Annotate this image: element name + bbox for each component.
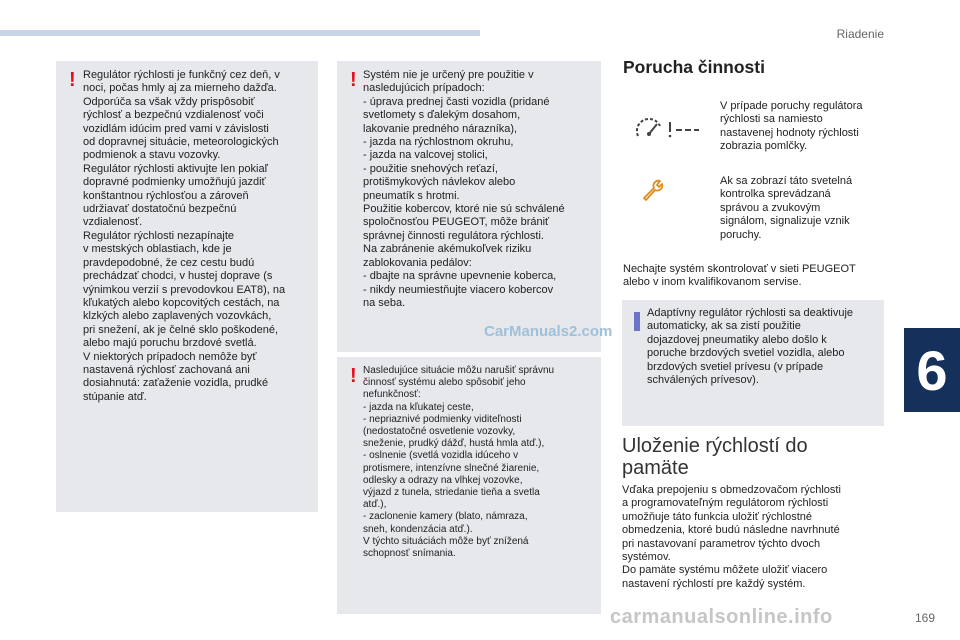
exclamation-icon: ! (350, 365, 357, 387)
warning-text-2: Systém nie je určený pre použitie v nasledujúcich prípadoch: - úprava prednej časti vozidla (pridané svetlomety s ďalekým dosahom, lakovanie predného nárazníka), - jazda na rýchlostnom okruhu, - jazda na valcovej stolici, - použitie snehových reťazí, protišmykových návlekov alebo pneumatík s hrotmi. Použitie kobercov, ktoré nie sú schválené spoločnosťou PEUGEOT, môže brániť správnej činnosti regulátora rýchlosti. Na zabránenie akémukoľvek riziku zablokovania pedálov: - dbajte na správne upevnenie koberca, - nikdy neumiestňujte viacero kobercov na seba. (363, 69, 565, 309)
header-bar (0, 30, 480, 36)
warning-text-1: Regulátor rýchlosti je funkčný cez deň, v noci, počas hmly aj za mierneho dažďa. Odporúča sa však vždy prispôsobiť rýchlosť a bezpečnú vzdialenosť voči vozidlám idúcim pred vami v závislosti od dopravnej situácie, meteorologických podmienok a stavu vozovky. Regulátor rýchlosti aktivujte len pokiaľ dopravné podmienky umožňujú jazdiť konštantnou rýchlosťou a zároveň udržiavať dostatočnú bezpečnú vzdialenosť. Regulátor rýchlosti nezapínajte v mestských oblastiach, kde je pravdepodobné, že cez cestu budú prechádzať chodci, v hustej doprave (s výnimkou verzií s prevodovkou EAT8), na kľukatých alebo kopcovitých cestách, na klzkých alebo zaplavených vozovkách, pri snežení, ak je čelné sklo poškodené, alebo majú poruchu brzdové svetlá. V niektorých prípadoch nemôže byť nastavená rýchlosť zachovaná ani dosiahnutá: zaťaženie vozidla, prudké stúpanie atď. (83, 69, 286, 403)
section-title-memory: Uloženie rýchlostí do pamäte (622, 435, 808, 479)
watermark-logo[interactable]: CarManuals2.com (484, 323, 613, 340)
warning-text-3: Nasledujúce situácie môžu narušiť správnu činnosť systému alebo spôsobiť jeho nefunkčnosť: - jazda na kľukatej ceste, - nepriaznivé podmienky viditeľnosti (nedostatočné osvetlenie vozovky, sneženie, prudký dážď, hustá hmla atď.), - oslnenie (svetlá vozidla idúceho v protismere, intenzívne slnečné žiarenie, odlesky a odrazy na vlhkej vozovke, výjazd z tunela, striedanie tieňa a svetla atď.), - zaclonenie kamery (blato, námraza, sneh, kondenzácia atď.). V týchto situáciách môže byť znížená schopnosť snímania. (363, 365, 555, 560)
page-number: 169 (915, 611, 936, 625)
info-bar-icon (634, 312, 640, 331)
speedometer-fault-icon (634, 112, 700, 142)
chapter-tab: 6 (904, 328, 960, 412)
fault-item-1-text: V prípade poruchy regulátora rýchlosti sa namiesto nastavenej hodnoty rýchlosti zobrazia pomlčky. (720, 100, 863, 153)
warning-box-3 (337, 357, 601, 614)
fault-item-2-text: Ak sa zobrazí táto svetelná kontrolka sprevádzaná správou a zvukovým signálom, signalizuje vznik poruchy. (720, 175, 853, 241)
section-title-fault: Porucha činnosti (623, 57, 765, 77)
warning-box-2 (337, 61, 601, 352)
chapter-title: Riadenie (836, 27, 884, 41)
exclamation-icon: ! (350, 69, 357, 91)
fault-paragraph: Nechajte systém skontrolovať v sieti PEUGEOT alebo v inom kvalifikovanom servise. (623, 263, 856, 289)
memory-paragraph: Vďaka prepojeniu s obmedzovačom rýchlosti a programovateľným regulátorom rýchlosti umožňuje táto funkcia uložiť rýchlostné obmedzenia, ktoré budú následne navrhnuté pri nastavovaní parametrov týchto dvoch systémov. Do pamäte systému môžete uložiť viacero nastavení rýchlostí pre každý systém. (622, 484, 841, 590)
info-text: Adaptívny regulátor rýchlosti sa deaktivuje automaticky, ak sa zistí použitie dojazdovej pneumatiky alebo došlo k poruche brzdových svetiel vozidla, alebo brzdových svetiel prívesu (v prípade schválených prívesov). (647, 307, 854, 387)
exclamation-icon: ! (69, 69, 76, 91)
info-box (622, 300, 884, 426)
warning-box-1 (56, 61, 318, 512)
footer-watermark[interactable]: carmanualsonline.info (610, 606, 833, 628)
wrench-icon (640, 178, 664, 202)
